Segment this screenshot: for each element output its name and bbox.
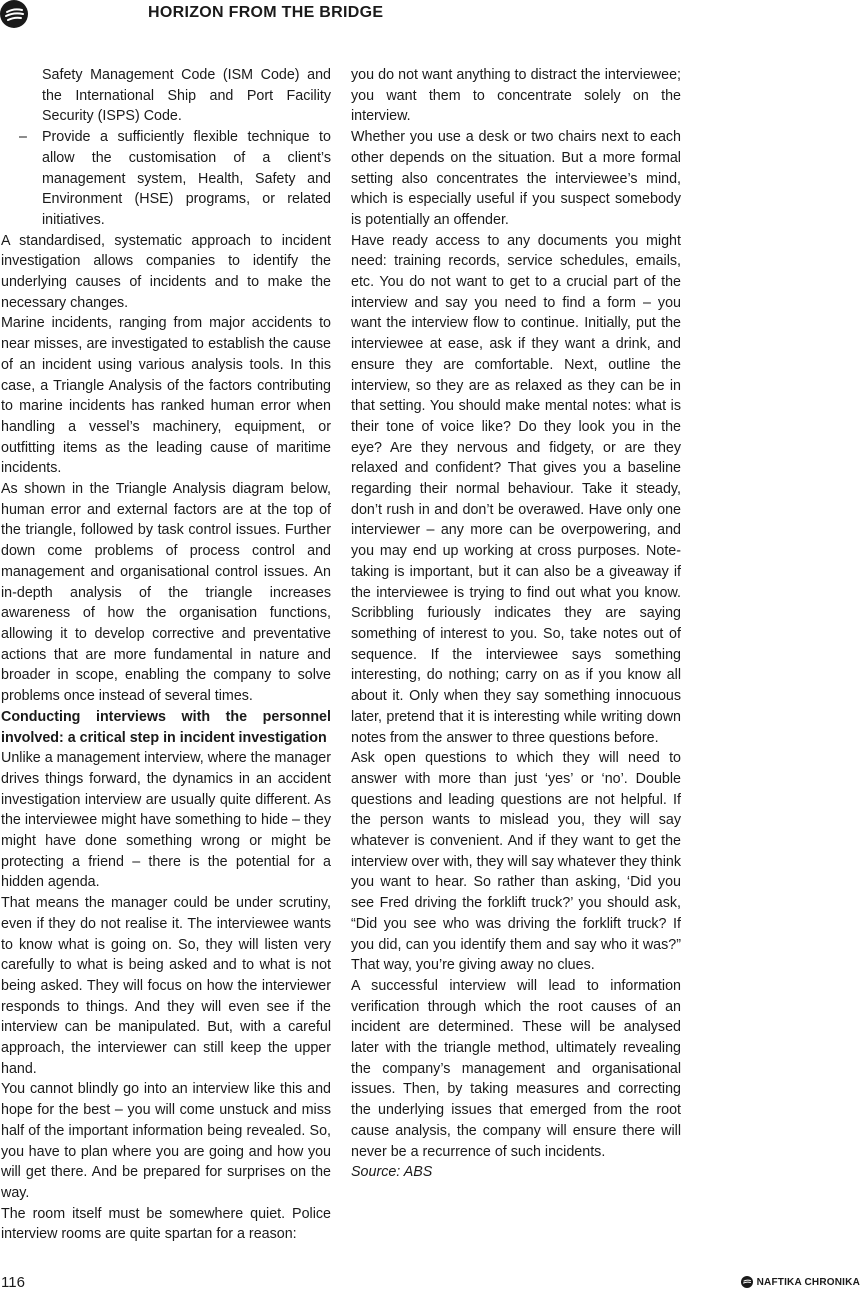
paragraph: As shown in the Triangle Analysis diagram below, human error and external factors are at the top of the triangle, followed by task control issues. Further down come problems of process control and management and organisational control issues. An in-depth analysis of the triangle increases awareness of how the organisation functions, allowing it to develop corrective and preventative actions that are more fundamental in nature and broader in scope, enabling the company to solve problems once instead of several times.	[1, 481, 331, 705]
paragraph: Whether you use a desk or two chairs next to each other depends on the situation. But a more formal setting also concentrates the interviewee’s mind, which is especially useful if you suspect somebody is potentially an offender.	[351, 129, 681, 228]
section-title: HORIZON FROM THE BRIDGE	[148, 4, 384, 21]
page-header	[0, 0, 860, 30]
brand-name: NAFTIKA CHRONIKA	[756, 1276, 860, 1288]
paragraph: Marine incidents, ranging from major accidents to near misses, are investigated to establish the cause of an incident using various analysis tools. In this case, a Triangle Analysis of the factors contributing to marine incidents has ranked human error when handling a vessel’s machinery, equipment, or outfitting items as the leading cause of maritime incidents.	[1, 315, 331, 477]
left-column	[1, 65, 331, 1245]
source-credit: Source: ABS	[351, 1164, 433, 1181]
paragraph: Have ready access to any documents you might need: training records, service schedules, emails, etc. You do not want to get to a crucial part of the interview and say you need to find a form – you want the interview flow to continue. Initially, put the interviewee at ease, ask if they want a drink, and ensure they are comfortable. Next, outline the interview, so they are as relaxed as they can be in that setting. You should make mental notes: what is their tone of voice like? Do they look you in the eye? Are they nervous and fidgety, or are they relaxed and confident? That gives you a baseline regarding their normal behaviour. Take it steady, don’t rush in and don’t be overawed. Have only one interviewer – any more can be overpowering, and you may end up working at cross purposes. Note-taking is important, but it can also be a giveaway if the interviewee is trying to find out what you know. Scribbling furiously indicates they are saying something of interest to you. So, take notes out of sequence. If the interviewee says something interesting, do nothing; carry on as if you know all about it. Only when they say something innocuous later, pretend that it is interesting while writing down notes from the answer to three questions before.	[351, 232, 681, 746]
magazine-logo-icon	[0, 0, 28, 28]
paragraph: That means the manager could be under scrutiny, even if they do not realise it. The interviewee wants to know what is going on. So, they will listen very carefully to what is being asked and to what is not being asked. They will focus on how the interviewer responds to things. And they will even see if the interview can be manipulated. But, with a careful approach, the interviewer can still keep the upper hand.	[1, 895, 331, 1077]
page-number: 116	[1, 1274, 25, 1291]
right-column	[351, 65, 681, 1183]
bullet-dash: –	[19, 129, 27, 146]
bullet-continuation: Safety Management Code (ISM Code) and the International Ship and Port Facility Security (ISPS) Code.	[42, 67, 331, 125]
brand-mark-icon	[741, 1276, 753, 1288]
bullet-text: Provide a sufficiently flexible technique to allow the customisation of a client’s management system, Health, Safety and Environment (HSE) programs, or related initiatives.	[42, 129, 331, 228]
subheading: Conducting interviews with the personnel involved: a critical step in incident investigation	[1, 708, 331, 746]
paragraph: you do not want anything to distract the interviewee; you want them to concentrate solely on the interview.	[351, 67, 681, 125]
paragraph: A successful interview will lead to information verification through which the root causes of an incident are determined. These will be analysed later with the triangle method, ultimately revealing the company’s management and organisational issues. Then, by taking measures and correcting the underlying issues that emerged from the root cause analysis, the company will ensure there will never be a recurrence of such incidents.	[351, 977, 681, 1160]
paragraph: The room itself must be somewhere quiet. Police interview rooms are quite spartan for a reason:	[1, 1205, 331, 1243]
footer-brand	[741, 1276, 860, 1288]
bullet-item	[1, 127, 331, 231]
paragraph: You cannot blindly go into an interview like this and hope for the best – you will come unstuck and miss half of the important information being revealed. So, you have to plan where you are going and how you will get there. And be prepared for surprises on the way.	[1, 1081, 331, 1201]
paragraph: Unlike a management interview, where the manager drives things forward, the dynamics in an accident investigation interview are usually quite different. As the interviewee might have something to hide – they might have done something wrong or might be protecting a friend – there is the potential for a hidden agenda.	[1, 750, 331, 891]
paragraph: A standardised, systematic approach to incident investigation allows companies to identify the underlying causes of incidents and to make the necessary changes.	[1, 232, 331, 311]
paragraph: Ask open questions to which they will need to answer with more than just ‘yes’ or ‘no’. Double questions and leading questions are not helpful. If the person wants to mislead you, they will say whatever is convenient. And if they want to get the interview over with, they will say whatever they think you want to hear. So rather than asking, ‘Did you see Fred driving the forklift truck?’ you should ask, “Did you see who was driving the forklift truck? If you did, can you identify them and say who it was?” That way, you’re giving away no clues.	[351, 750, 681, 974]
